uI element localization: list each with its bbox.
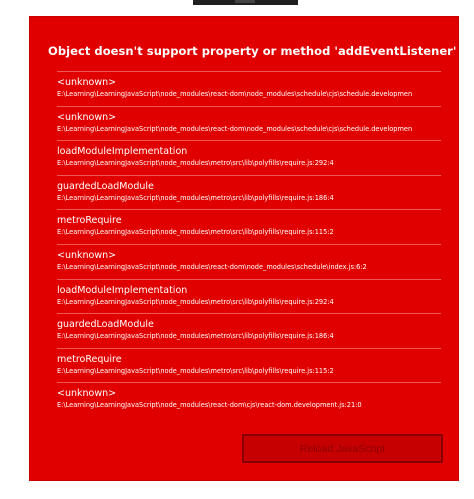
stack-frame[interactable] (57, 382, 441, 417)
stack-frame-location: E:\Learning\LearningJavaScript\node_modules\react-dom\cjs\react-dom.development.js:21:0 (57, 401, 362, 410)
stack-frame[interactable] (57, 313, 441, 348)
stack-frame-method: guardedLoadModule (57, 180, 154, 192)
stack-frame-location: E:\Learning\LearningJavaScript\node_modules\react-dom\node_modules\schedule\cjs\schedule.developmen (57, 90, 413, 98)
stack-frame-location: E:\Learning\LearningJavaScript\node_modules\metro\src\lib\polyfills\require.js:292:4 (57, 297, 334, 306)
stack-frame[interactable] (57, 140, 441, 175)
stack-frame-method: loadModuleImplementation (57, 284, 188, 296)
stack-frame[interactable] (57, 175, 441, 210)
stack-frame-method: guardedLoadModule (57, 319, 154, 331)
stack-frame-method: <unknown> (57, 77, 117, 88)
stack-frame-method: metroRequire (57, 215, 122, 227)
stack-trace-list (57, 71, 441, 417)
stack-frame-location: E:\Learning\LearningJavaScript\node_modules\metro\src\lib\polyfills\require.js:115:2 (57, 366, 334, 375)
stack-frame-location: E:\Learning\LearningJavaScript\node_modules\metro\src\lib\polyfills\require.js:292:4 (57, 159, 334, 168)
stack-frame-location: E:\Learning\LearningJavaScript\node_modules\metro\src\lib\polyfills\require.js:115:2 (57, 228, 334, 237)
stack-frame-location: E:\Learning\LearningJavaScript\node_modules\metro\src\lib\polyfills\require.js:186:4 (57, 193, 334, 202)
window-top-bar-handle (235, 0, 255, 3)
stack-frame-method: metroRequire (57, 353, 122, 365)
stack-frame[interactable] (57, 71, 441, 106)
stack-frame-location: E:\Learning\LearningJavaScript\node_modules\react-dom\node_modules\schedule\index.js:6:2 (57, 262, 367, 271)
stack-frame-location: E:\Learning\LearningJavaScript\node_modules\metro\src\lib\polyfills\require.js:186:4 (57, 332, 334, 341)
stack-frame-method: <unknown> (57, 111, 117, 123)
stack-frame[interactable] (57, 348, 441, 383)
stack-frame-method: <unknown> (57, 388, 117, 400)
stack-frame[interactable] (57, 209, 441, 244)
redbox-error-screen (29, 16, 459, 481)
reload-javascript-button[interactable]: Reload JavaScript (242, 434, 443, 463)
stack-frame-method: loadModuleImplementation (57, 146, 188, 158)
stack-frame-location: E:\Learning\LearningJavaScript\node_modules\react-dom\node_modules\schedule\cjs\schedule.developmen (57, 124, 413, 133)
error-message: Object doesn't support property or method 'addEventListener' (48, 44, 457, 58)
stack-frame-method: <unknown> (57, 249, 117, 261)
stack-frame[interactable] (57, 279, 441, 314)
stack-frame[interactable] (57, 244, 441, 279)
stack-frame[interactable] (57, 106, 441, 141)
